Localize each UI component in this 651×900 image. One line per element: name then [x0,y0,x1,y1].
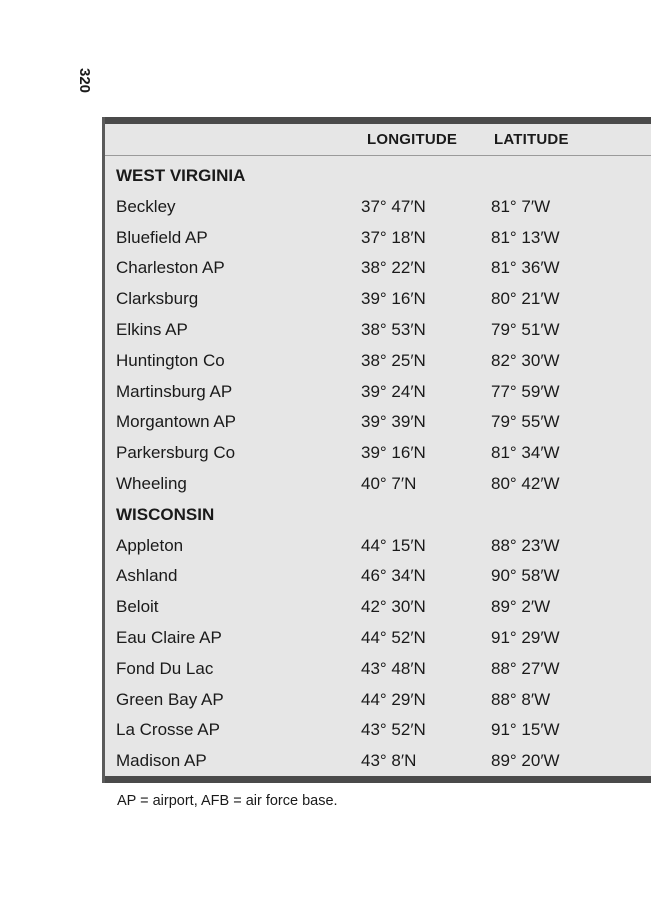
longitude-cell: 38° 22′N [361,258,426,278]
city-cell: Huntington Co [116,350,225,370]
table-body [105,161,651,777]
latitude-cell: 81° 34′W [491,443,560,463]
latitude-cell: 80° 21′W [491,289,560,309]
latitude-cell: 91° 29′W [491,627,560,647]
table-row [105,715,651,746]
section-title: WEST VIRGINIA [116,166,246,185]
table-row [105,561,651,592]
table-row [105,685,651,716]
longitude-cell: 43° 48′N [361,658,426,678]
table-row [105,223,651,254]
latitude-header: LATITUDE [494,131,569,148]
city-cell: La Crosse AP [116,720,220,740]
city-cell: Ashland [116,566,178,586]
section-header-row [105,500,651,531]
city-cell: Bluefield AP [116,227,208,247]
latitude-cell: 81° 7′W [491,196,551,216]
longitude-cell: 37° 18′N [361,227,426,247]
table-row [105,531,651,562]
latitude-cell: 79° 51′W [491,319,560,339]
longitude-cell: 43° 8′N [361,751,417,771]
coordinates-table [102,117,651,783]
city-cell: Clarksburg [116,289,199,309]
city-cell: Elkins AP [116,319,188,339]
table-row [105,746,651,777]
table-bottom-rule [105,776,651,783]
longitude-header: LONGITUDE [367,131,458,148]
latitude-cell: 81° 13′W [491,227,560,247]
table-row [105,377,651,408]
latitude-cell: 88° 27′W [491,658,560,678]
longitude-cell: 44° 15′N [361,535,426,555]
table-row [105,315,651,346]
city-cell: Parkersburg Co [116,443,236,463]
city-cell: Charleston AP [116,258,225,278]
longitude-cell: 39° 16′N [361,289,426,309]
footnote: AP = airport, AFB = air force base. [117,793,338,809]
longitude-cell: 38° 53′N [361,319,426,339]
longitude-cell: 39° 16′N [361,443,426,463]
city-cell: Martinsburg AP [116,381,233,401]
city-cell: Green Bay AP [116,689,224,709]
table-row [105,253,651,284]
table-row [105,654,651,685]
latitude-cell: 81° 36′W [491,258,560,278]
latitude-cell: 88° 8′W [491,689,551,709]
longitude-cell: 44° 52′N [361,627,426,647]
section-header-row [105,161,651,192]
longitude-cell: 39° 24′N [361,381,426,401]
longitude-cell: 42° 30′N [361,597,426,617]
table-row [105,192,651,223]
table-row [105,407,651,438]
city-cell: Beloit [116,597,159,617]
table-row [105,469,651,500]
city-cell: Appleton [116,535,184,555]
latitude-cell: 89° 2′W [491,597,551,617]
longitude-cell: 40° 7′N [361,473,417,493]
longitude-cell: 43° 52′N [361,720,426,740]
table-row [105,346,651,377]
longitude-cell: 38° 25′N [361,350,426,370]
city-cell: Madison AP [116,751,207,771]
table-row [105,623,651,654]
latitude-cell: 79° 55′W [491,412,560,432]
table-row [105,284,651,315]
section-title: WISCONSIN [116,504,215,524]
longitude-cell: 46° 34′N [361,566,426,586]
city-cell: Eau Claire AP [116,627,222,647]
longitude-cell: 44° 29′N [361,689,426,709]
table-header-row [105,124,651,156]
city-cell: Beckley [116,196,176,216]
table-row [105,438,651,469]
page-number: 320 [76,68,93,94]
latitude-cell: 88° 23′W [491,535,560,555]
table-top-rule [105,117,651,124]
city-cell: Fond Du Lac [116,658,214,678]
latitude-cell: 82° 30′W [491,350,560,370]
longitude-cell: 37° 47′N [361,196,426,216]
latitude-cell: 90° 58′W [491,566,560,586]
latitude-cell: 80° 42′W [491,473,560,493]
city-cell: Wheeling [116,473,187,493]
city-cell: Morgantown AP [116,412,237,432]
longitude-cell: 39° 39′N [361,412,426,432]
latitude-cell: 91° 15′W [491,720,560,740]
latitude-cell: 77° 59′W [491,381,560,401]
table-row [105,592,651,623]
latitude-cell: 89° 20′W [491,751,560,771]
